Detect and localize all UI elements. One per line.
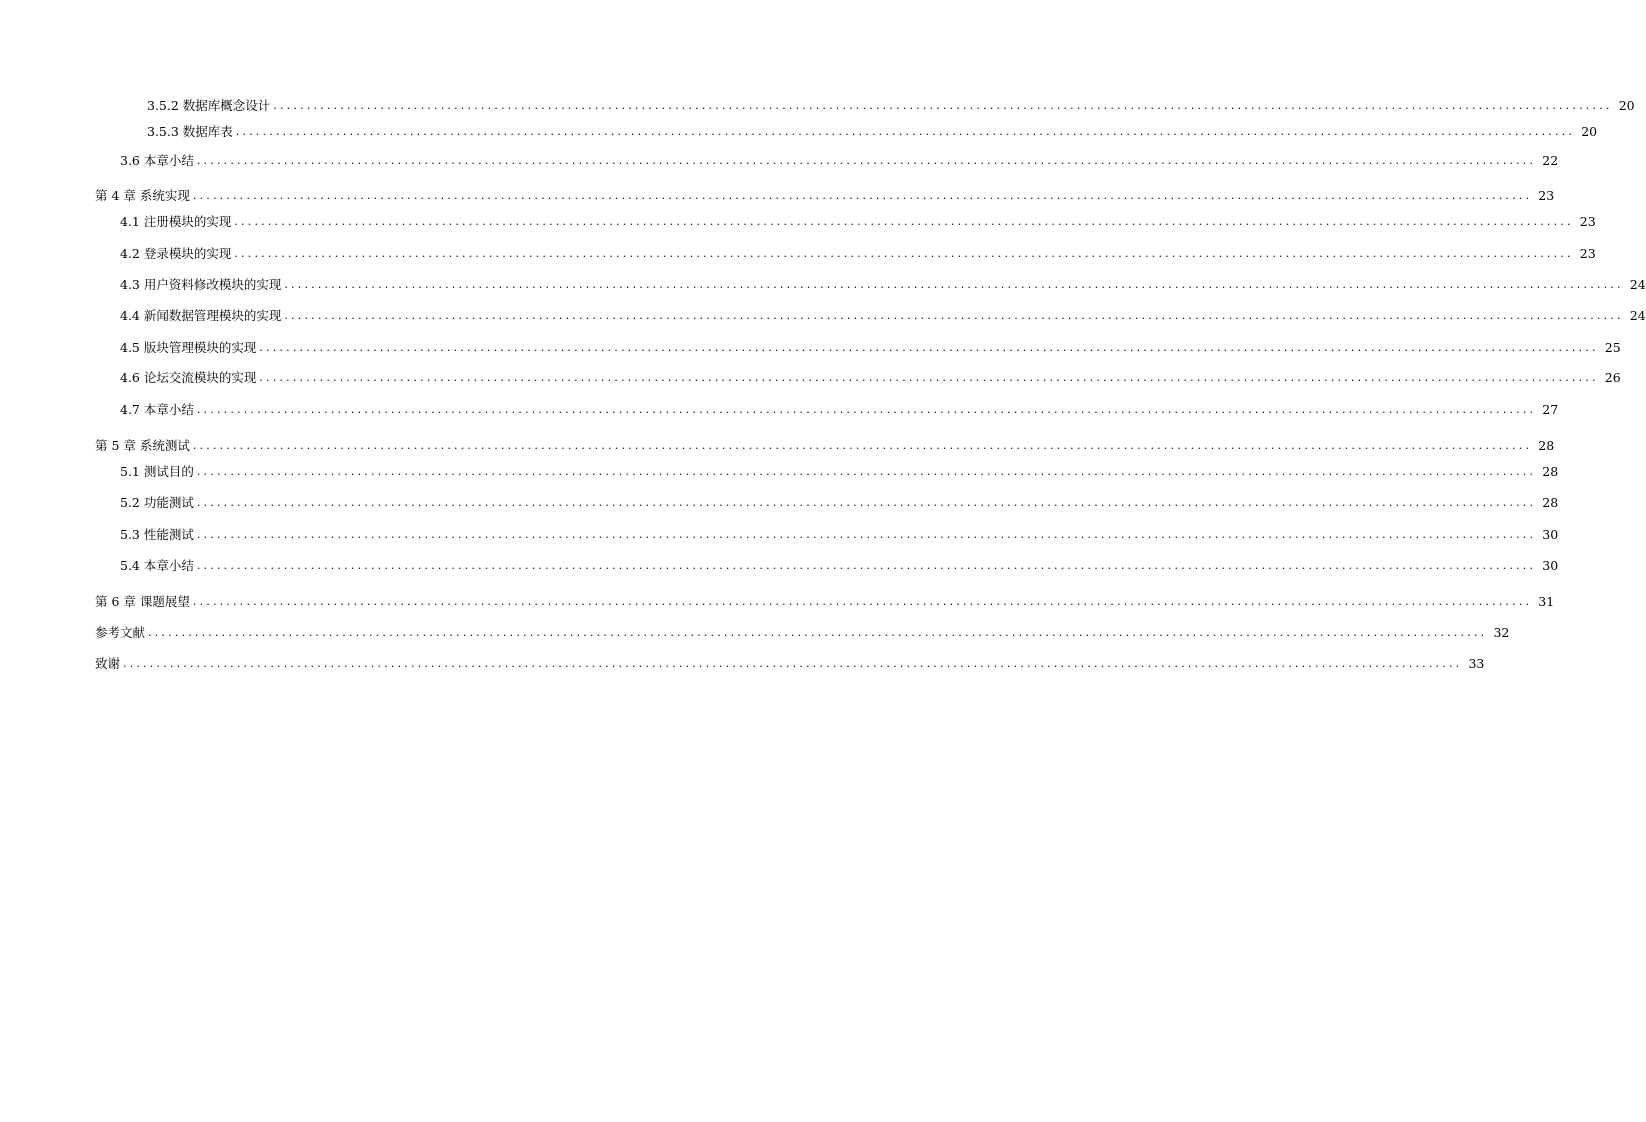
toc-dot-leader: ........................................................................................................................................................................................................ — [192, 595, 1533, 608]
toc-entry-title: 4.2 登录模块的实现 — [120, 246, 232, 261]
toc-entry[interactable] — [120, 495, 1559, 511]
toc-entry[interactable] — [147, 98, 1635, 114]
toc-entry-page-number: 28 — [1542, 495, 1559, 510]
toc-entry[interactable] — [95, 438, 1555, 454]
toc-dot-leader: ........................................................................................................................................................................................................ — [196, 528, 1537, 541]
toc-entry[interactable] — [120, 308, 1646, 324]
toc-entry-page-number: 30 — [1542, 527, 1559, 542]
toc-dot-leader: ........................................................................................................................................................................................................ — [196, 496, 1537, 509]
toc-dot-leader: ........................................................................................................................................................................................................ — [284, 278, 1624, 291]
toc-entry-title: 第 6 章 课题展望 — [95, 594, 190, 609]
toc-entry-page-number: 32 — [1493, 625, 1510, 640]
toc-entry[interactable] — [95, 594, 1555, 610]
toc-entry-page-number: 22 — [1542, 153, 1559, 168]
toc-entry-page-number: 30 — [1542, 558, 1559, 573]
toc-dot-leader: ........................................................................................................................................................................................................ — [196, 559, 1537, 572]
toc-entry-title: 第 4 章 系统实现 — [95, 188, 190, 203]
toc-dot-leader: ........................................................................................................................................................................................................ — [234, 247, 1574, 260]
toc-entry-title: 5.3 性能测试 — [120, 527, 194, 542]
toc-dot-leader: ........................................................................................................................................................................................................ — [234, 215, 1574, 228]
toc-dot-leader: ........................................................................................................................................................................................................ — [148, 626, 1488, 639]
toc-entry[interactable] — [120, 277, 1646, 293]
toc-dot-leader: ........................................................................................................................................................................................................ — [259, 341, 1599, 354]
toc-entry[interactable] — [120, 340, 1621, 356]
toc-entry[interactable] — [147, 124, 1598, 140]
toc-entry-page-number: 28 — [1538, 438, 1555, 453]
toc-entry[interactable] — [95, 656, 1485, 672]
toc-entry[interactable] — [95, 188, 1555, 204]
toc-entry[interactable] — [120, 370, 1621, 386]
toc-entry[interactable] — [120, 464, 1559, 480]
toc-entry[interactable] — [120, 402, 1559, 418]
toc-entry-title: 致谢 — [95, 656, 121, 671]
toc-entry-title: 5.4 本章小结 — [120, 558, 194, 573]
toc-entry-page-number: 20 — [1581, 124, 1598, 139]
toc-entry[interactable] — [120, 214, 1596, 230]
toc-entry-page-number: 33 — [1468, 656, 1485, 671]
toc-entry-title: 4.3 用户资料修改模块的实现 — [120, 277, 282, 292]
toc-entry[interactable] — [120, 527, 1559, 543]
toc-entry-title: 4.4 新闻数据管理模块的实现 — [120, 308, 282, 323]
toc-entry-title: 3.5.3 数据库表 — [147, 124, 233, 139]
toc-entry-page-number: 20 — [1618, 98, 1635, 113]
toc-entry-page-number: 23 — [1579, 246, 1596, 261]
toc-dot-leader: ........................................................................................................................................................................................................ — [192, 189, 1533, 202]
toc-dot-leader: ........................................................................................................................................................................................................ — [235, 125, 1576, 138]
toc-entry-page-number: 27 — [1542, 402, 1559, 417]
toc-dot-leader: ........................................................................................................................................................................................................ — [123, 657, 1463, 670]
toc-entry-title: 5.1 测试目的 — [120, 464, 194, 479]
toc-entry-title: 4.6 论坛交流模块的实现 — [120, 370, 257, 385]
toc-entry-page-number: 23 — [1579, 214, 1596, 229]
toc-entry[interactable] — [120, 246, 1596, 262]
toc-entry-page-number: 24 — [1629, 308, 1646, 323]
toc-entry-title: 第 5 章 系统测试 — [95, 438, 190, 453]
toc-dot-leader: ........................................................................................................................................................................................................ — [196, 465, 1537, 478]
toc-entry-title: 3.5.2 数据库概念设计 — [147, 98, 271, 113]
toc-entry-page-number: 24 — [1629, 277, 1646, 292]
toc-dot-leader: ........................................................................................................................................................................................................ — [273, 99, 1613, 112]
toc-entry-title: 参考文献 — [95, 625, 146, 640]
toc-dot-leader: ........................................................................................................................................................................................................ — [196, 154, 1537, 167]
toc-entry-page-number: 26 — [1604, 370, 1621, 385]
toc-dot-leader: ........................................................................................................................................................................................................ — [284, 309, 1624, 322]
toc-entry[interactable] — [95, 625, 1510, 641]
toc-dot-leader: ........................................................................................................................................................................................................ — [192, 439, 1533, 452]
toc-entry-page-number: 25 — [1604, 340, 1621, 355]
toc-dot-leader: ........................................................................................................................................................................................................ — [259, 371, 1599, 384]
toc-entry-page-number: 28 — [1542, 464, 1559, 479]
toc-dot-leader: ........................................................................................................................................................................................................ — [196, 403, 1537, 416]
toc-entry-page-number: 31 — [1538, 594, 1555, 609]
toc-entry-title: 4.1 注册模块的实现 — [120, 214, 232, 229]
toc-entry-title: 3.6 本章小结 — [120, 153, 194, 168]
toc-entry-page-number: 23 — [1538, 188, 1555, 203]
toc-entry[interactable] — [120, 153, 1559, 169]
toc-entry-title: 4.7 本章小结 — [120, 402, 194, 417]
toc-entry-title: 5.2 功能测试 — [120, 495, 194, 510]
toc-entry[interactable] — [120, 558, 1559, 574]
toc-entry-title: 4.5 版块管理模块的实现 — [120, 340, 257, 355]
